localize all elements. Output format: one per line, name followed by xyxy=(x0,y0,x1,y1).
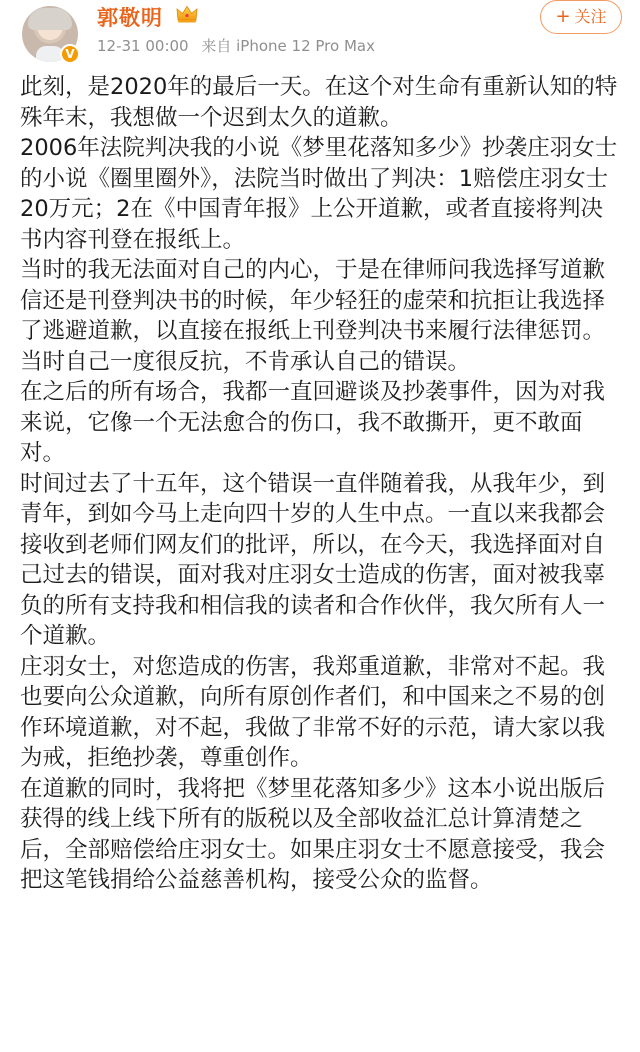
post-source: 来自 iPhone 12 Pro Max xyxy=(201,37,375,55)
post-paragraph: 当时的我无法面对自己的内心，于是在律师问我选择写道歉信还是刊登判决书的时候，年少轻狂的虚荣和抗拒让我选择了逃避道歉，以直接在报纸上刊登判决书来履行法律惩罚。当时自己一度很反抗，不肯承认自己的错误。 xyxy=(20,257,606,375)
post-paragraph: 此刻，是2020年的最后一天。在这个对生命有重新认知的特殊年末，我想做一个迟到太久的道歉。 xyxy=(20,74,618,131)
post-meta xyxy=(97,35,383,56)
post-body xyxy=(20,72,620,896)
plus-icon: + xyxy=(555,6,571,27)
post-paragraph: 时间过去了十五年，这个错误一直伴随着我，从我年少，到青年，到如今马上走向四十岁的人生中点。一直以来我都会接收到老师们网友们的批评，所以，在今天，我选择面对自己过去的错误，面对我对庄羽女士造成的伤害，面对被我辜负的所有支持我和相信我的读者和合作伙伴，我欠所有人一个道歉。 xyxy=(20,470,606,649)
post-timestamp: 12-31 00:00 xyxy=(97,37,189,55)
post-header xyxy=(0,0,640,70)
post-paragraph: 庄羽女士，对您造成的伤害，我郑重道歉，非常对不起。我也要向公众道歉，向所有原创作者们，和中国来之不易的创作环境道歉，对不起，我做了非常不好的示范，请大家以我为戒，拒绝抄袭，尊重创作。 xyxy=(20,653,606,771)
username[interactable]: 郭敬明 xyxy=(97,6,163,30)
follow-label: 关注 xyxy=(574,7,607,26)
verified-badge-icon: V xyxy=(60,44,80,64)
follow-button[interactable] xyxy=(540,0,622,34)
post-paragraph: 2006年法院判决我的小说《梦里花落知多少》抄袭庄羽女士的小说《圈里圈外》，法院当时做出了判决：1赔偿庄羽女士20万元；2在《中国青年报》上公开道歉，或者直接将判决书内容刊登在报纸上。 xyxy=(20,135,618,253)
post-paragraph: 在之后的所有场合，我都一直回避谈及抄袭事件，因为对我来说，它像一个无法愈合的伤口，我不敢撕开，更不敢面对。 xyxy=(20,379,606,466)
avatar[interactable] xyxy=(22,6,78,62)
crown-icon[interactable] xyxy=(176,5,198,23)
post-paragraph: 在道歉的同时，我将把《梦里花落知多少》这本小说出版后获得的线上线下所有的版税以及全部收益汇总计算清楚之后，全部赔偿给庄羽女士。如果庄羽女士不愿意接受，我会把这笔钱捐给公益慈善机构，接受公众的监督。 xyxy=(20,775,606,893)
